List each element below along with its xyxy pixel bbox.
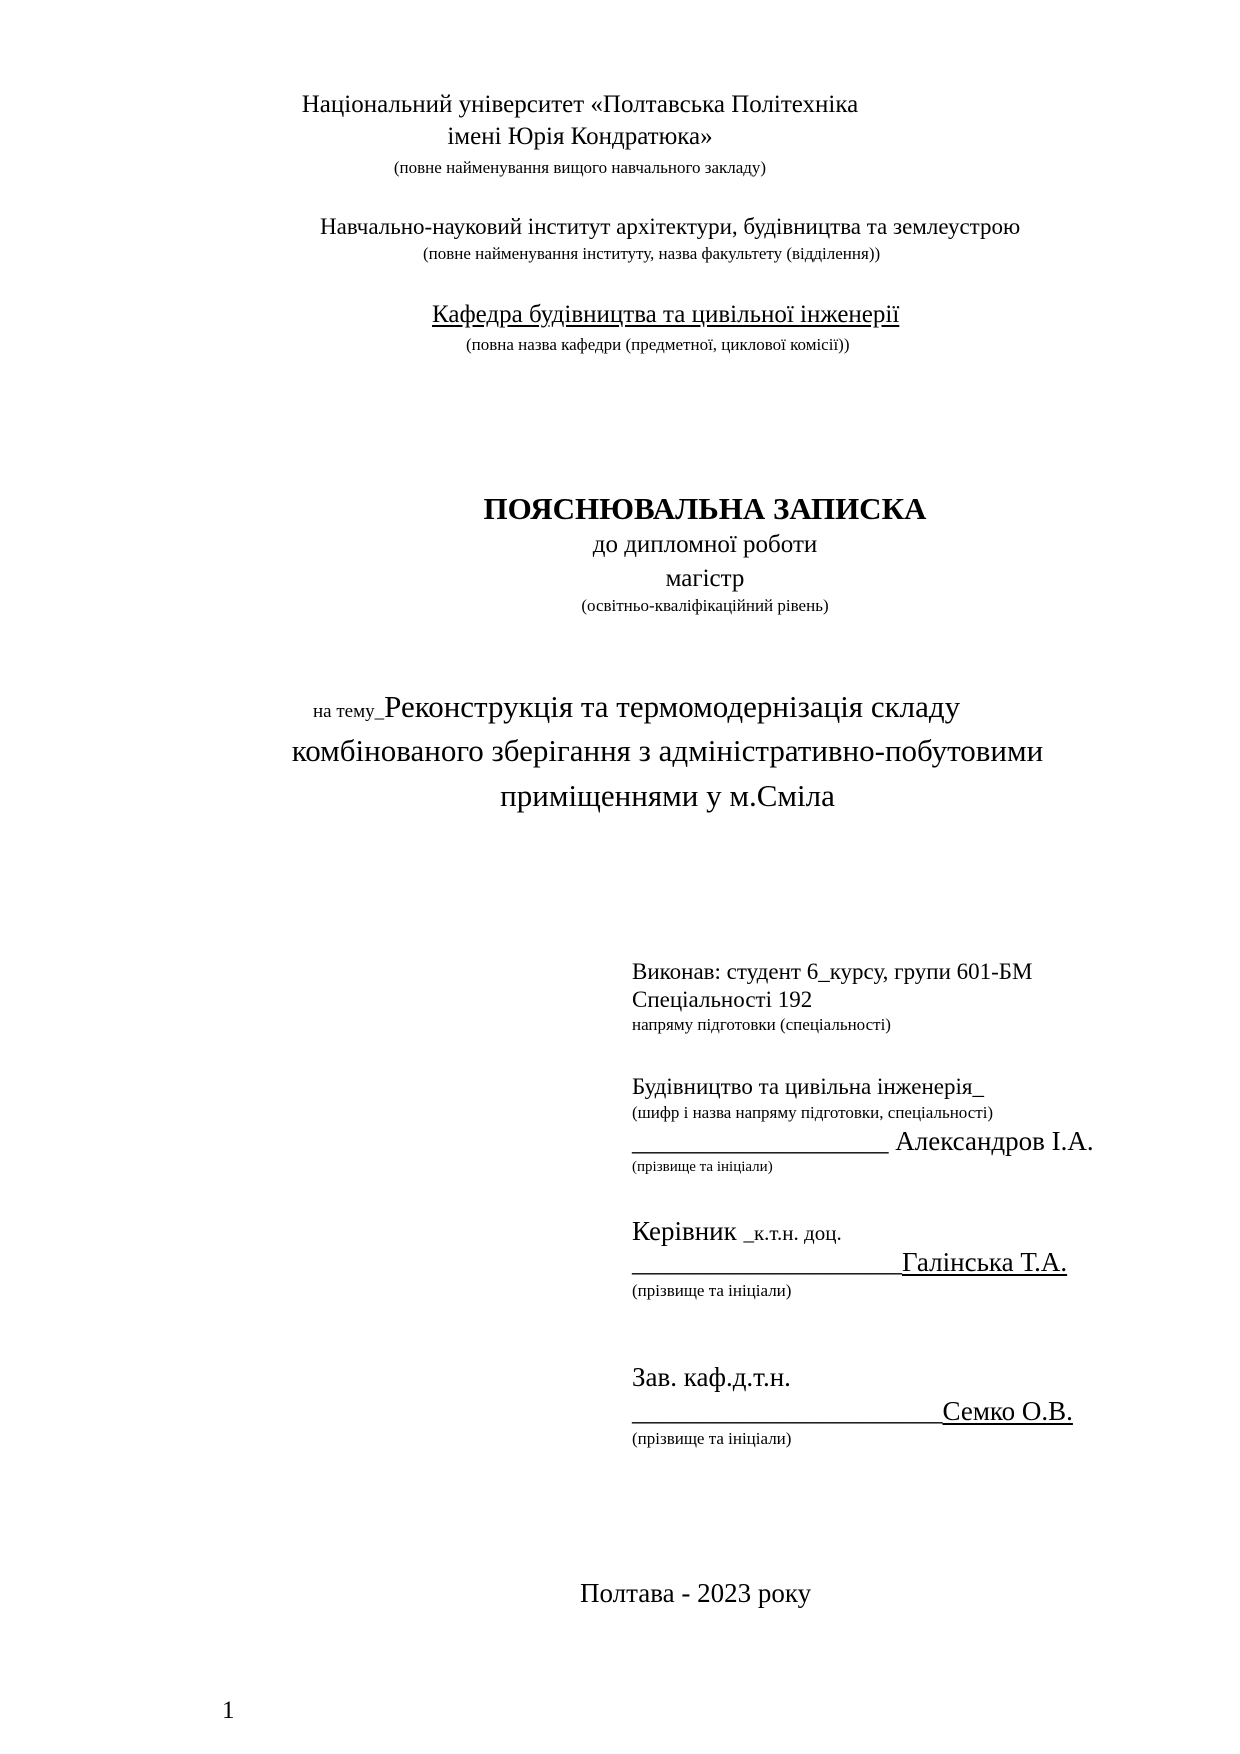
page-number: 1 xyxy=(222,1697,235,1724)
head-signature-line: _______________________ xyxy=(632,1396,943,1426)
topic-prefix: на тему_ xyxy=(313,701,385,722)
department-caption: (повна назва кафедри (предметної, циклової комісії)) xyxy=(466,335,850,354)
supervisor-signature xyxy=(632,1249,1067,1276)
specialty-name: Будівництво та цивільна інженерія_ xyxy=(632,1074,984,1099)
student-signature xyxy=(632,1128,1094,1155)
department-name: Кафедра будівництва та цивільної інженерії xyxy=(432,301,900,328)
topic-line2: комбінованого зберігання з адміністративно-побутовими xyxy=(291,733,1044,768)
supervisor-label-row xyxy=(632,1218,842,1245)
city-year: Полтава - 2023 року xyxy=(580,1578,812,1608)
head-name: Семко О.В. xyxy=(942,1396,1073,1426)
head-label: Зав. каф.д.т.н. xyxy=(632,1362,791,1392)
document-subtitle: до дипломної роботи xyxy=(592,531,818,558)
supervisor-label: Керівник xyxy=(632,1216,744,1246)
head-name-caption: (прізвище та ініціали) xyxy=(632,1429,792,1448)
supervisor-name: Галінська Т.А. xyxy=(902,1247,1068,1277)
supervisor-title: _к.т.н. доц. xyxy=(743,1221,842,1245)
topic-line3: приміщеннями у м.Сміла xyxy=(500,778,835,813)
student-specialty-number: Спеціальності 192 xyxy=(632,987,813,1012)
supervisor-name-caption: (прізвище та ініціали) xyxy=(632,1281,792,1300)
specialty-name-caption: (шифр і назва напряму підготовки, спеціальності) xyxy=(632,1103,994,1122)
qualification-caption: (освітньо-кваліфікаційний рівень) xyxy=(581,596,829,615)
university-name-line1: Національний університет «Полтавська Політехніка xyxy=(301,91,859,118)
institute-name: Навчально-науковий інститут архітектури, будівництва та землеустрою xyxy=(320,214,1021,239)
document-title: ПОЯСНЮВАЛЬНА ЗАПИСКА xyxy=(483,491,927,526)
supervisor-signature-line: ____________________ xyxy=(632,1247,902,1277)
institute-caption: (повне найменування інституту, назва факультету (відділення)) xyxy=(423,244,881,263)
student-name: Александров І.А. xyxy=(888,1126,1094,1156)
specialty-caption: напряму підготовки (спеціальності) xyxy=(632,1015,891,1034)
student-name-caption: (прізвище та ініціали) xyxy=(632,1159,773,1175)
head-signature xyxy=(632,1398,1073,1425)
qualification-level: магістр xyxy=(665,565,745,592)
student-info: Виконав: студент 6_курсу, групи 601-БМ xyxy=(632,959,1033,984)
university-name-line2: імені Юрія Кондратюка» xyxy=(447,123,713,150)
student-signature-line: ___________________ xyxy=(632,1126,889,1156)
topic-text-line1: Реконструкція та термомодернізація складу xyxy=(384,689,961,724)
university-caption: (повне найменування вищого навчального закладу) xyxy=(393,158,767,177)
topic-line1 xyxy=(313,691,960,722)
